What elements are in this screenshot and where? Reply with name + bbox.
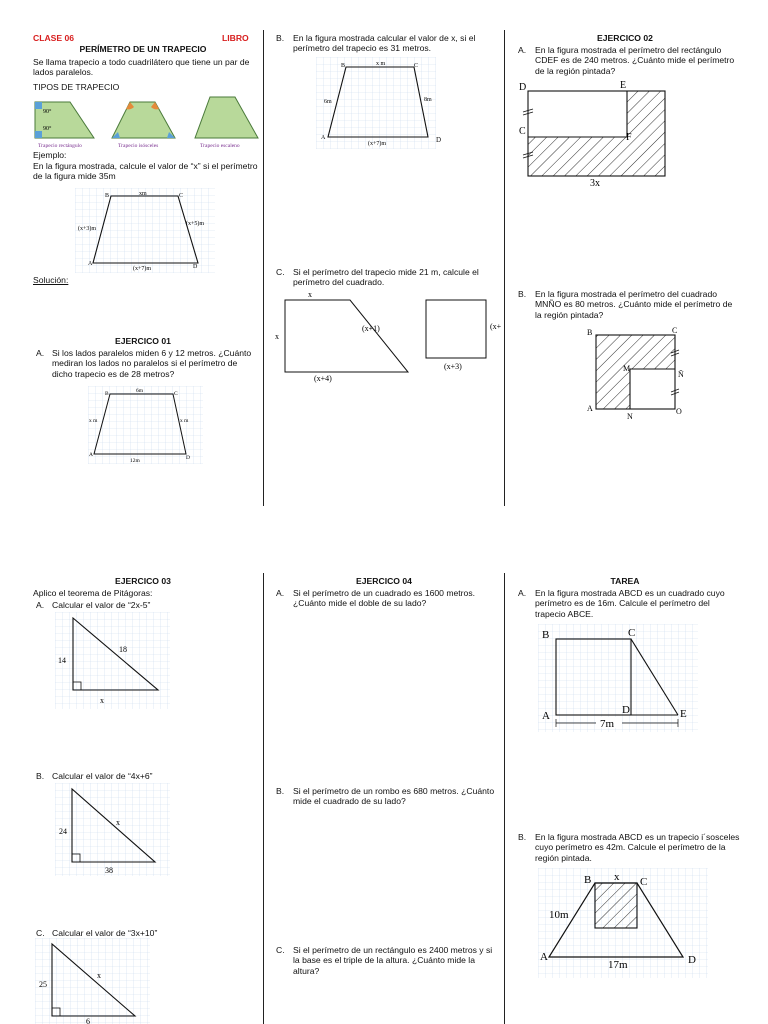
item-letter: B.	[36, 771, 45, 781]
type-label: Trapecio rectángulo	[38, 143, 82, 149]
angle-label: 90°	[43, 126, 52, 132]
svg-text:C: C	[414, 63, 419, 69]
exercise-02b-figure	[585, 325, 690, 422]
svg-text:(x+1): (x+1)	[362, 324, 380, 333]
svg-text:C: C	[672, 326, 678, 335]
svg-text:(x+3)m: (x+3)m	[78, 226, 97, 232]
item-letter: A.	[36, 600, 45, 610]
svg-text:M: M	[623, 364, 631, 373]
solution-label: Solución:	[33, 275, 69, 285]
exercise-04c-text: Si el perímetro de un rectángulo es 2400 metros y si la base es el triple de la altura. ¿Cuánto mide la altura?	[293, 945, 493, 976]
homework-b-figure	[538, 868, 708, 978]
item-letter: B.	[518, 832, 527, 842]
svg-text:12m: 12m	[130, 458, 140, 464]
svg-text:B: B	[105, 193, 110, 199]
svg-text:A: A	[321, 135, 326, 141]
svg-text:A: A	[587, 404, 593, 413]
svg-text:E: E	[620, 80, 627, 91]
svg-text:x: x	[308, 290, 312, 299]
col2-c-text: Si el perímetro del trapecio mide 21 m, calcule el perímetro del cuadrado.	[293, 267, 479, 288]
svg-text:C: C	[519, 126, 526, 137]
svg-text:D: D	[193, 264, 198, 270]
svg-text:10m: 10m	[549, 909, 569, 921]
svg-text:B: B	[587, 328, 593, 337]
shaded-region	[528, 91, 665, 176]
item-letter: C.	[276, 945, 285, 955]
svg-text:D: D	[622, 704, 630, 716]
exercise-03a-text: Calcular el valor de “2x-5”	[52, 600, 151, 610]
exercise-01a-text: Si los lados paralelos miden 6 y 12 metros. ¿Cuánto mediran los lados no paralelos si el perímetro de dicho trapecio es de 28 metros?	[52, 348, 252, 379]
svg-text:x m: x m	[180, 418, 189, 424]
svg-text:A: A	[540, 951, 548, 963]
svg-text:B: B	[341, 63, 346, 69]
shaded-region	[595, 883, 637, 928]
svg-text:A: A	[88, 261, 93, 267]
example-trapezoid-figure	[75, 188, 215, 273]
item-letter: A.	[36, 348, 45, 358]
exercise-03c-text: Calcular el valor de “3x+10”	[52, 928, 158, 938]
svg-text:24: 24	[59, 827, 67, 836]
item-letter: B.	[276, 786, 285, 796]
svg-text:x: x	[116, 818, 120, 827]
svg-text:38: 38	[105, 866, 113, 875]
svg-text:B: B	[105, 391, 109, 397]
shaded-region	[596, 335, 675, 409]
type-label: Trapecio isósceles	[118, 143, 159, 149]
types-heading: TIPOS DE TRAPECIO	[33, 82, 120, 92]
svg-text:N: N	[627, 412, 633, 421]
exercise-04-title: EJERCICO 04	[356, 576, 412, 586]
isosceles-trapezoid-shape	[112, 102, 175, 138]
exercise-02a-figure	[515, 78, 675, 190]
svg-text:6m: 6m	[324, 99, 332, 105]
exercise-04a-text: Si el perímetro de un cuadrado es 1600 metros. ¿Cuánto mide el doble de su lado?	[293, 588, 476, 609]
svg-text:6: 6	[86, 1017, 90, 1024]
svg-text:x m: x m	[376, 61, 386, 67]
item-letter: A.	[276, 588, 285, 598]
svg-text:D: D	[688, 954, 696, 966]
svg-text:8m: 8m	[424, 97, 432, 103]
exercise-03c-triangle-figure	[35, 938, 150, 1024]
exercise-01-trapezoid-figure	[88, 386, 203, 464]
exercise-03b-triangle-figure	[55, 783, 170, 876]
item-letter: C.	[276, 267, 285, 277]
trapezoid-types-figure	[30, 92, 260, 150]
svg-text:(x+4): (x+4)	[314, 374, 332, 383]
svg-text:D: D	[519, 82, 527, 93]
exercise-04b-text: Si el perímetro de un rombo es 680 metros. ¿Cuánto mide el cuadrado de su lado?	[293, 786, 495, 807]
svg-text:(x+3): (x+3)	[444, 362, 462, 371]
exercise-03b-text: Calcular el valor de “4x+6”	[52, 771, 153, 781]
svg-text:x: x	[97, 971, 101, 980]
page-title: PERÍMETRO DE UN TRAPECIO	[79, 44, 207, 54]
column-divider	[263, 30, 264, 506]
svg-text:6m: 6m	[136, 388, 144, 394]
exercise-03-intro: Aplico el teorema de Pitágoras:	[33, 588, 153, 598]
svg-text:(x+7)m: (x+7)m	[368, 141, 387, 147]
exercise-02a-text: En la figura mostrada el perímetro del rectángulo CDEF es de 240 metros. ¿Cuánto mide el perímetro de la región pintada?	[535, 45, 735, 76]
svg-text:C: C	[640, 876, 648, 888]
book-label: LIBRO	[222, 33, 249, 43]
svg-text:25: 25	[39, 980, 47, 989]
col2-b-trapezoid-figure	[316, 57, 436, 149]
angle-label: 90°	[43, 109, 52, 115]
svg-text:C: C	[174, 391, 178, 397]
svg-text:D: D	[186, 455, 190, 461]
exercise-03a-triangle-figure	[55, 612, 170, 709]
svg-text:x: x	[614, 871, 620, 883]
col2-c-trapezoid-square-figure	[270, 288, 506, 388]
svg-text:18: 18	[119, 645, 127, 654]
scalene-trapezoid-shape	[195, 97, 258, 138]
svg-text:B: B	[542, 629, 550, 641]
svg-text:(x+7)m: (x+7)m	[133, 266, 152, 272]
right-trapezoid-shape	[35, 102, 94, 138]
item-letter: A.	[518, 45, 527, 55]
type-label: Trapecio escaleno	[200, 143, 240, 149]
svg-text:(x+5)m: (x+5)m	[186, 221, 205, 227]
svg-text:A: A	[542, 710, 550, 722]
svg-text:7m: 7m	[600, 718, 615, 730]
svg-text:A: A	[89, 452, 93, 458]
svg-text:14: 14	[58, 656, 66, 665]
right-angle-marker	[35, 131, 42, 138]
exercise-02-title: EJERCICO 02	[597, 33, 653, 43]
svg-text:x m: x m	[89, 418, 98, 424]
example-text: En la figura mostrada, calcule el valor de “x” si el perímetro de la figura mide 35m	[33, 161, 258, 182]
svg-text:B: B	[584, 874, 592, 886]
svg-text:Ñ: Ñ	[678, 370, 684, 379]
column-divider	[263, 573, 264, 1024]
homework-a-text: En la figura mostrada ABCD es un cuadrado cuyo perímetro es de 16m. Calcule el perímetro del trapecio ABCE.	[535, 588, 725, 619]
item-letter: B.	[518, 289, 527, 299]
svg-text:O: O	[676, 407, 682, 416]
column-divider	[504, 30, 505, 506]
exercise-02b-text: En la figura mostrada el perímetro del cuadrado MNÑO es 80 metros. ¿Cuánto mide el perímetro de la región pintada?	[535, 289, 733, 320]
col2-b-text: En la figura mostrada calcular el valor de x, si el perímetro del trapecio es 31 metros.	[293, 33, 476, 54]
class-label: CLASE 06	[33, 33, 75, 43]
column-divider	[504, 573, 505, 1024]
svg-text:xm: xm	[139, 191, 147, 197]
svg-text:E: E	[680, 708, 687, 720]
svg-text:F: F	[626, 132, 632, 143]
svg-text:x: x	[100, 696, 104, 705]
exercise-03-title: EJERCICO 03	[115, 576, 171, 586]
svg-text:17m: 17m	[608, 959, 628, 971]
example-label: Ejemplo:	[33, 150, 67, 160]
item-letter: B.	[276, 33, 285, 43]
svg-text:3x: 3x	[590, 178, 600, 189]
svg-text:C: C	[179, 193, 184, 199]
intro-text: Se llama trapecio a todo cuadrilátero que tiene un par de lados paralelos.	[33, 57, 250, 78]
right-angle-marker	[35, 102, 42, 109]
svg-text:C: C	[628, 627, 636, 639]
homework-title: TAREA	[610, 576, 640, 586]
svg-text:x: x	[275, 332, 279, 341]
item-letter: A.	[518, 588, 527, 598]
exercise-01-title: EJERCICO 01	[115, 336, 171, 346]
homework-a-figure	[538, 624, 698, 732]
item-letter: C.	[36, 928, 45, 938]
svg-text:(x+: (x+	[490, 322, 502, 331]
homework-b-text: En la figura mostrada ABCD es un trapecio i´sosceles cuyo perímetro es 42m. Calcule el perímetro de la región pintada.	[535, 832, 740, 863]
vertex-label: D	[436, 136, 442, 144]
